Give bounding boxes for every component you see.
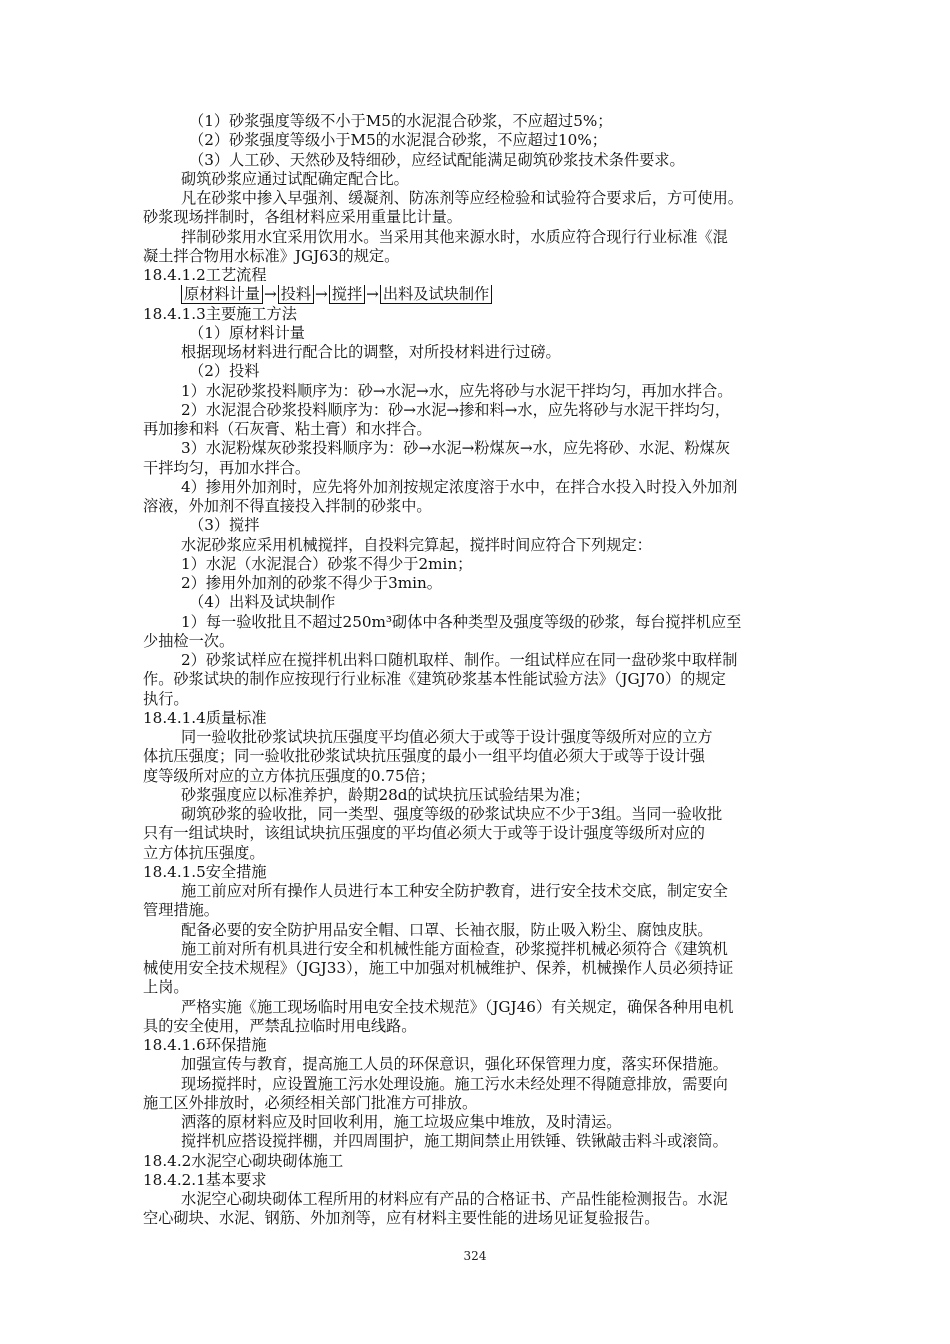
text-line: （4）出料及试块制作 — [189, 593, 336, 612]
text-line: 同一验收批砂浆试块抗压强度平均值必须大于或等于设计强度等级所对应的立方 — [181, 728, 713, 746]
text-line: 2）砂浆试样应在搅拌机出料口随机取样、制作。一组试样应在同一盘砂浆中取样制 — [181, 651, 738, 669]
section-heading: 18.4.1.4质量标准 — [143, 708, 267, 727]
text-line: 施工区外排放时，必须经相关部门批准方可排放。 — [143, 1093, 478, 1112]
text-line: 砂浆强度应以标准养护，龄期28d的试块抗压试验结果为准； — [181, 785, 590, 804]
section-heading: 18.4.1.3主要施工方法 — [143, 304, 297, 323]
text-line: 搅拌机应搭设搅拌棚，并四周围护，施工期间禁止用铁锤、铁锹敲击料斗或滚筒。 — [181, 1132, 728, 1151]
text-line: 立方体抗压强度。 — [143, 843, 265, 862]
text-line: （2）投料 — [189, 362, 260, 381]
text-line: 施工前应对所有操作人员进行本工种安全防护教育，进行安全技术交底，制定安全 — [181, 882, 728, 900]
text-line: 配备必要的安全防护用品安全帽、口罩、长袖衣服，防止吸入粉尘、腐蚀皮肤。 — [181, 920, 713, 939]
flow-arrow: → — [315, 285, 328, 304]
text-line: 凡在砂浆中掺入早强剂、缓凝剂、防冻剂等应经检验和试验符合要求后，方可使用。 — [181, 189, 743, 207]
flow-arrow: → — [366, 285, 379, 304]
text-line: 执行。 — [143, 689, 189, 708]
text-line: 1）水泥（水泥混合）砂浆不得少于2min； — [181, 554, 473, 573]
text-line: 度等级所对应的立方体抗压强度的0.75倍； — [143, 766, 436, 785]
text-line: 施工前对所有机具进行安全和机械性能方面检查，砂浆搅拌机械必须符合《建筑机 — [181, 939, 728, 958]
text-line: （3）搅拌 — [189, 516, 260, 535]
text-line: 严格实施《施工现场临时用电安全技术规范》（JGJ46）有关规定，确保各种用电机 — [181, 997, 734, 1016]
flow-step: 出料及试块制作 — [380, 285, 492, 304]
text-line: （2）砂浆强度等级小于M5的水泥混合砂浆，不应超过10%； — [189, 131, 607, 150]
text-line: 管理措施。 — [143, 901, 219, 920]
flow-step: 原材料计量 — [181, 285, 263, 304]
text-line: 少抽检一次。 — [143, 631, 235, 650]
text-line: 只有一组试块时，该组试块抗压强度的平均值必须大于或等于设计强度等级所对应的 — [143, 824, 705, 843]
text-line: 上岗。 — [143, 978, 189, 997]
text-line: 2）水泥混合砂浆投料顺序为：砂→水泥→掺和料→水，应先将砂与水泥干拌均匀， — [181, 400, 731, 419]
text-line: 水泥空心砌块砌体工程所用的材料应有产品的合格证书、产品性能检测报告。水泥 — [181, 1190, 728, 1208]
text-line: 砂浆现场拌制时，各组材料应采用重量比计量。 — [143, 208, 462, 227]
text-line: 作。砂浆试块的制作应按现行行业标准《建筑砂浆基本性能试验方法》（JGJ70）的规定 — [143, 670, 726, 689]
text-line: 空心砌块、水泥、钢筋、外加剂等，应有材料主要性能的进场见证复验报告。 — [143, 1209, 660, 1228]
text-line: 2）掺用外加剂的砂浆不得少于3min。 — [181, 574, 442, 592]
section-heading: 18.4.1.2工艺流程 — [143, 266, 267, 284]
page-number: 324 — [463, 1249, 487, 1263]
text-line: 体抗压强度；同一验收批砂浆试块抗压强度的最小一组平均值必须大于或等于设计强 — [143, 747, 705, 766]
flow-step: 搅拌 — [329, 285, 365, 304]
text-line: 砌筑砂浆应通过试配确定配合比。 — [181, 169, 409, 188]
section-heading: 18.4.1.5安全措施 — [143, 862, 267, 881]
text-line: 加强宣传与教育，提高施工人员的环保意识，强化环保管理力度，落实环保措施。 — [181, 1055, 728, 1074]
text-line: 凝土拌合物用水标准》JGJ63的规定。 — [143, 246, 400, 265]
section-heading: 18.4.2水泥空心砌块砌体施工 — [143, 1151, 344, 1170]
flow-step: 投料 — [278, 285, 314, 304]
text-line: 拌制砂浆用水宜采用饮用水。当采用其他来源水时，水质应符合现行行业标准《混 — [181, 227, 728, 246]
text-line: 洒落的原材料应及时回收利用，施工垃圾应集中堆放，及时清运。 — [181, 1113, 622, 1131]
section-heading: 18.4.2.1基本要求 — [143, 1170, 267, 1189]
text-line: （1）原材料计量 — [189, 323, 305, 342]
section-heading: 18.4.1.6环保措施 — [143, 1036, 267, 1054]
text-line: 根据现场材料进行配合比的调整，对所投材料进行过磅。 — [181, 343, 561, 361]
text-line: 干拌均匀，再加水拌合。 — [143, 458, 311, 477]
text-line: （3）人工砂、天然砂及特细砂，应经试配能满足砌筑砂浆技术条件要求。 — [189, 150, 685, 169]
document-body — [143, 112, 863, 1229]
process-flow — [143, 285, 863, 304]
flow-arrow: → — [263, 285, 277, 304]
text-line: 3）水泥粉煤灰砂浆投料顺序为：砂→水泥→粉煤灰→水，应先将砂、水泥、粉煤灰 — [181, 439, 731, 458]
text-line: 溶液，外加剂不得直接投入拌制的砂浆中。 — [143, 497, 432, 515]
text-line: 现场搅拌时，应设置施工污水处理设施。施工污水未经处理不得随意排放，需要向 — [181, 1074, 728, 1093]
text-line: 械使用安全技术规程》（JGJ33），施工中加强对机械维护、保养，机械操作人员必须持证 — [143, 959, 734, 977]
text-line: （1）砂浆强度等级不小于M5的水泥混合砂浆，不应超过5%； — [189, 112, 613, 130]
text-line: 再加掺和料（石灰膏、粘土膏）和水拌合。 — [143, 420, 432, 438]
text-line: 4）掺用外加剂时，应先将外加剂按规定浓度溶于水中，在拌合水投入时投入外加剂 — [181, 477, 738, 496]
text-line: 1）水泥砂浆投料顺序为：砂→水泥→水，应先将砂与水泥干拌均匀，再加水拌合。 — [181, 381, 733, 400]
text-line: 水泥砂浆应采用机械搅拌，自投料完算起，搅拌时间应符合下列规定： — [181, 535, 652, 554]
text-line: 砌筑砂浆的验收批，同一类型、强度等级的砂浆试块应不少于3组。当同一验收批 — [181, 805, 723, 823]
text-line: 1）每一验收批且不超过250m³砌体中各种类型及强度等级的砂浆，每台搅拌机应至 — [181, 612, 742, 631]
text-line: 具的安全使用，严禁乱拉临时用电线路。 — [143, 1016, 417, 1035]
